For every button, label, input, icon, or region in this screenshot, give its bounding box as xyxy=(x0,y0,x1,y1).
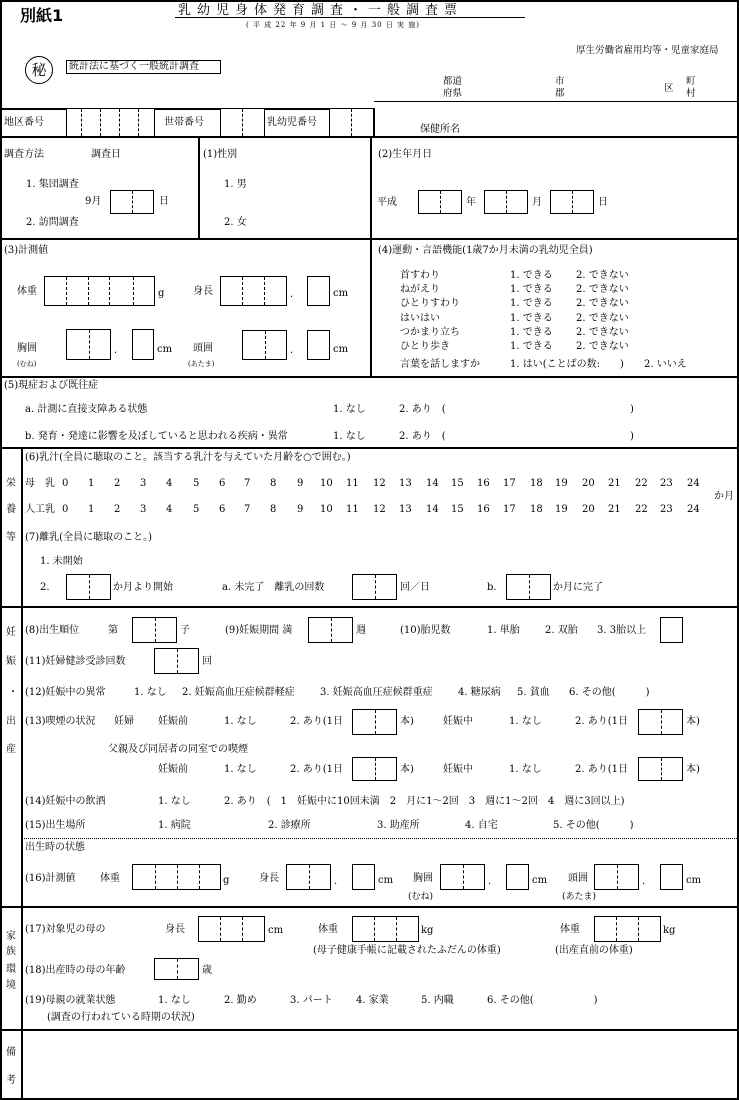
survey-visit-option[interactable]: 2. 訪問調査 xyxy=(26,217,79,228)
mother-weight-unit: kg xyxy=(421,925,434,936)
breast-month[interactable]: 16 xyxy=(477,478,490,489)
chest-unit: cm xyxy=(157,344,173,355)
birthdate-label: (2)生年月日 xyxy=(378,149,433,160)
breast-month[interactable]: 19 xyxy=(555,478,568,489)
infant-no-label: 乳幼児番号 xyxy=(267,117,317,128)
birth-weight-unit: g xyxy=(223,875,230,886)
smoking-mother-label: 妊婦 xyxy=(114,716,134,727)
abnormality-label: (12)妊娠中の異常 xyxy=(25,687,106,698)
formula-month[interactable]: 0 xyxy=(62,504,69,515)
chest-reading: (むね) xyxy=(17,360,37,368)
infant-no-field[interactable] xyxy=(330,109,373,136)
smoking-label: (13)喫煙の状況 xyxy=(25,716,96,727)
months-unit: か月 xyxy=(714,491,734,502)
alcohol-none[interactable]: 1. なし xyxy=(158,796,191,807)
col-divider xyxy=(370,136,372,376)
mother-height-label: 身長 xyxy=(165,924,185,935)
head-label: 頭囲 xyxy=(193,343,213,354)
motor-label: (4)運動・言語機能(1歳7か月未満の乳幼児全員) xyxy=(378,245,593,256)
formula-milk-label: 人工乳 xyxy=(25,504,55,515)
head-decimal-point: . xyxy=(290,345,294,356)
chest-decimal-point: . xyxy=(114,345,118,356)
ward-label: 区 xyxy=(664,83,674,94)
height-unit: cm xyxy=(333,288,349,299)
condition-a-yes[interactable]: 2. あり ( xyxy=(399,404,446,415)
weaning-started-option[interactable]: 2. xyxy=(40,582,50,593)
birth-chest-point: . xyxy=(488,876,492,887)
mother-weight-label: 体重 xyxy=(318,924,338,935)
confidential-mark xyxy=(25,56,53,84)
birthplace-clinic[interactable]: 2. 診療所 xyxy=(268,820,311,831)
abnormality-other[interactable]: 6. その他( ) xyxy=(569,687,650,698)
section-divider xyxy=(0,447,739,449)
breast-milk-label: 母 乳 xyxy=(25,478,55,489)
family-side-1: 家 xyxy=(6,931,16,942)
measure-label: (3)計測値 xyxy=(4,245,49,256)
mother-during-label: 妊娠中 xyxy=(443,716,473,727)
pregnancy-side-1: 妊 xyxy=(6,627,16,638)
nutrition-side-1: 栄 xyxy=(6,478,16,489)
pregnancy-side-4: 出 xyxy=(6,716,16,727)
birth-height-label: 身長 xyxy=(259,873,279,884)
id-divider xyxy=(154,108,155,136)
mother-weight-note: (母子健康手帳に記載されたふだんの体重) xyxy=(313,945,501,956)
abnormality-mild-htn[interactable]: 2. 妊娠高血圧症候群軽症 xyxy=(182,687,295,698)
birth-measure-label: (16)計測値 xyxy=(25,873,76,884)
birth-day-field[interactable] xyxy=(550,190,594,214)
breast-month[interactable]: 20 xyxy=(582,478,595,489)
height-label: 身長 xyxy=(193,286,213,297)
birth-order-field[interactable] xyxy=(132,617,177,643)
birth-head-label: 頭囲 xyxy=(568,873,588,884)
abnormality-anemia[interactable]: 5. 貧血 xyxy=(517,687,550,698)
checkup-suffix: 回 xyxy=(202,656,212,667)
motor-item-label: 首すわり xyxy=(400,270,440,281)
mother-height-field[interactable] xyxy=(198,916,265,942)
formula-month[interactable]: 4 xyxy=(166,504,173,515)
abnormality-severe-htn[interactable]: 3. 妊娠高血圧症候群重症 xyxy=(320,687,433,698)
chest-label: 胸囲 xyxy=(17,343,37,354)
breast-month[interactable]: 24 xyxy=(687,478,700,489)
remarks-side-1: 備 xyxy=(6,1047,16,1058)
birth-era-label: 平成 xyxy=(377,197,397,208)
birth-state-label: 出生時の状態 xyxy=(25,842,85,853)
breast-month[interactable]: 23 xyxy=(660,478,673,489)
breast-month[interactable]: 4 xyxy=(166,478,173,489)
employment-home-work[interactable]: 5. 内職 xyxy=(421,995,454,1006)
remarks-field[interactable] xyxy=(23,1031,736,1097)
birth-height-field[interactable] xyxy=(286,864,331,890)
breast-month[interactable]: 6 xyxy=(219,478,226,489)
weaning-label: (7)離乳(全員に聴取のこと。) xyxy=(25,532,152,543)
predelivery-weight-label: 体重 xyxy=(560,924,580,935)
nutrition-side-2: 養 xyxy=(6,504,16,515)
birthplace-label: (15)出生場所 xyxy=(25,820,86,831)
checkup-label: (11)妊婦健診受診回数 xyxy=(25,656,126,667)
mother-before-suffix: 本) xyxy=(400,716,414,727)
gestation-label: (9)妊娠期間 満 xyxy=(225,625,293,636)
motor-cannot-option[interactable]: 2. できない xyxy=(576,270,629,281)
birth-head-field[interactable] xyxy=(594,864,639,890)
birthplace-midwife[interactable]: 3. 助産所 xyxy=(377,820,420,831)
formula-month[interactable]: 19 xyxy=(555,504,568,515)
chest-decimal-field[interactable] xyxy=(132,329,154,360)
breast-month[interactable]: 14 xyxy=(426,478,439,489)
birth-year-field[interactable] xyxy=(418,190,462,214)
checkup-count-field[interactable] xyxy=(154,648,199,674)
formula-month[interactable]: 13 xyxy=(399,504,412,515)
fetus-triplet-option[interactable]: 3. 3胎以上 xyxy=(597,625,647,636)
formula-month[interactable]: 24 xyxy=(687,504,700,515)
district-no-label: 地区番号 xyxy=(4,117,44,128)
mother-age-suffix: 歳 xyxy=(202,965,212,976)
birth-order-label: (8)出生順位 xyxy=(25,625,80,636)
weaning-start-month-field[interactable] xyxy=(66,574,111,600)
head-decimal-field[interactable] xyxy=(307,330,330,360)
motor-item-label: ねがえり xyxy=(400,284,440,296)
birth-height-point: . xyxy=(334,876,338,887)
section-divider xyxy=(0,906,739,908)
speech-yes-option[interactable]: 1. はい(ことばの数: ) xyxy=(510,359,624,370)
formula-month[interactable]: 20 xyxy=(582,504,595,515)
breast-month[interactable]: 7 xyxy=(244,478,251,489)
alcohol-yes[interactable]: 2. あり ( 1 妊娠中に10回未満 2 月に1～2回 3 週に1～2回 4 週に3回以上) xyxy=(224,796,625,807)
father-during-count-field[interactable] xyxy=(638,757,683,781)
formula-month[interactable]: 15 xyxy=(451,504,464,515)
predelivery-weight-unit: kg xyxy=(663,925,676,936)
mother-before-label: 妊娠前 xyxy=(158,716,188,727)
motor-cannot-option[interactable]: 2. できない xyxy=(576,298,629,310)
motor-item-label: つかまり立ち xyxy=(400,326,460,338)
condition-a-none[interactable]: 1. なし xyxy=(333,404,366,415)
survey-day-field[interactable] xyxy=(110,190,154,214)
head-field[interactable] xyxy=(242,330,287,360)
birth-order-suffix: 子 xyxy=(180,625,190,636)
remarks-side-2: 考 xyxy=(6,1075,16,1086)
breast-month[interactable]: 2 xyxy=(114,478,121,489)
condition-a-close: ) xyxy=(630,404,634,415)
pregnancy-side-5: 産 xyxy=(6,744,16,755)
motor-cannot-option[interactable]: 2. できない xyxy=(576,312,629,324)
predelivery-weight-field[interactable] xyxy=(594,916,661,942)
motor-item-label: はいはい xyxy=(400,312,440,324)
survey-day-suffix: 日 xyxy=(159,196,169,207)
mother-during-none[interactable]: 1. なし xyxy=(509,716,542,727)
mother-height-unit: cm xyxy=(268,925,284,936)
motor-can-option[interactable]: 1. できる xyxy=(510,298,553,310)
statute-note: 統計法に基づく一般統計調査 xyxy=(66,60,221,74)
motor-cannot-option[interactable]: 2. できない xyxy=(576,284,629,296)
nutrition-side-3: 等 xyxy=(6,532,16,543)
mother-during-yes[interactable]: 2. あり(1日 xyxy=(575,716,628,727)
breast-month[interactable]: 1 xyxy=(88,478,95,489)
birth-month-field[interactable] xyxy=(484,190,528,214)
family-side-3: 環 xyxy=(6,964,16,975)
breast-month[interactable]: 21 xyxy=(608,478,621,489)
fetus-count-label: (10)胎児数 xyxy=(400,625,451,636)
prefecture-label-bottom: 府県 xyxy=(443,88,463,99)
mother-during-suffix: 本) xyxy=(686,716,700,727)
predelivery-weight-note: (出産直前の体重) xyxy=(555,945,633,956)
mother-before-count-field[interactable] xyxy=(352,709,397,735)
id-row-right xyxy=(373,108,375,136)
height-decimal-point: . xyxy=(290,289,294,300)
breast-month[interactable]: 5 xyxy=(193,478,200,489)
side-column-divider xyxy=(21,447,23,1100)
employment-note: (調査の行われている時期の状況) xyxy=(47,1012,195,1023)
father-before-label: 妊娠前 xyxy=(158,764,188,775)
head-unit: cm xyxy=(333,344,349,355)
milk-label: (6)乳汁(全員に聴取のこと。該当する乳汁を与えていた月齢を○で囲む。) xyxy=(25,452,351,463)
mother-label: (17)対象児の母の xyxy=(25,924,106,935)
father-before-count-field[interactable] xyxy=(352,757,397,781)
formula-month[interactable]: 23 xyxy=(660,504,673,515)
birth-weight-label: 体重 xyxy=(100,873,120,884)
employment-parttime[interactable]: 3. パート xyxy=(290,995,333,1006)
formula-month[interactable]: 7 xyxy=(244,504,251,515)
birth-chest-unit: cm xyxy=(532,875,548,886)
survey-period: ( 平 成 22 年 9 月 1 日 ～ 9 月 30 日 実 施) xyxy=(246,21,421,29)
father-smoking-label: 父親及び同居者の同室での喫煙 xyxy=(108,744,248,755)
formula-month[interactable]: 3 xyxy=(140,504,147,515)
health-center-field[interactable] xyxy=(470,124,738,136)
father-before-none[interactable]: 1. なし xyxy=(224,764,257,775)
formula-month[interactable]: 21 xyxy=(608,504,621,515)
formula-month[interactable]: 6 xyxy=(219,504,226,515)
breast-month[interactable]: 13 xyxy=(399,478,412,489)
city-label-bottom: 郡 xyxy=(555,88,565,99)
employment-family-business[interactable]: 4. 家業 xyxy=(356,995,389,1006)
condition-b-close: ) xyxy=(630,431,634,442)
abnormality-diabetes[interactable]: 4. 糖尿病 xyxy=(458,687,501,698)
motor-can-option[interactable]: 1. できる xyxy=(510,270,553,281)
section-divider xyxy=(0,376,739,378)
father-before-yes[interactable]: 2. あり(1日 xyxy=(290,764,343,775)
formula-month[interactable]: 9 xyxy=(297,504,304,515)
mother-before-none[interactable]: 1. なし xyxy=(224,716,257,727)
town-label-bottom: 村 xyxy=(686,88,696,99)
breast-month[interactable]: 15 xyxy=(451,478,464,489)
section-divider xyxy=(0,606,739,608)
motor-can-option[interactable]: 1. できる xyxy=(510,341,553,352)
survey-date-label: 調査日 xyxy=(91,149,121,160)
birth-order-prefix: 第 xyxy=(108,625,118,636)
weaning-complete-suffix: か月に完了 xyxy=(553,582,603,593)
speech-no-option[interactable]: 2. いいえ xyxy=(644,359,687,370)
breast-month[interactable]: 3 xyxy=(140,478,147,489)
fetus-single-option[interactable]: 1. 単胎 xyxy=(487,625,520,636)
title-underline xyxy=(175,17,525,18)
mother-before-yes[interactable]: 2. あり(1日 xyxy=(290,716,343,727)
weight-label: 体重 xyxy=(17,286,37,297)
weight-unit: g xyxy=(158,288,165,299)
birth-day-suffix: 日 xyxy=(598,197,608,208)
birth-month-suffix: 月 xyxy=(532,197,542,208)
gestation-weeks-suffix: 週 xyxy=(356,625,366,636)
motor-can-option[interactable]: 1. できる xyxy=(510,312,553,324)
gestation-weeks-field[interactable] xyxy=(308,617,353,643)
household-no-label: 世帯番号 xyxy=(164,117,204,128)
formula-month[interactable]: 16 xyxy=(477,504,490,515)
alcohol-label: (14)妊娠中の飲酒 xyxy=(25,796,106,807)
survey-method-label: 調査方法 xyxy=(4,149,44,160)
sex-male-option[interactable]: 1. 男 xyxy=(224,179,247,190)
weaning-start-suffix: か月より開始 xyxy=(113,582,173,593)
address-underline xyxy=(374,101,739,102)
employment-none[interactable]: 1. なし xyxy=(158,995,191,1006)
speech-label: 言葉を話しますか xyxy=(400,359,480,370)
conditions-label: (5)現症および既往症 xyxy=(4,380,99,391)
employment-other[interactable]: 6. その他( ) xyxy=(487,995,598,1006)
id-row-top xyxy=(0,108,374,110)
mother-weight-field[interactable] xyxy=(352,916,419,942)
confidential-text: 秘 xyxy=(31,61,47,79)
fetus-count-field[interactable] xyxy=(660,617,683,643)
condition-b-label: b. 発育・発達に影響を及ぼしていると思われる疾病・異常 xyxy=(25,431,288,442)
birth-height-unit: cm xyxy=(378,875,394,886)
height-decimal-field[interactable] xyxy=(307,276,330,306)
weaning-complete-month-field[interactable] xyxy=(506,574,551,600)
sex-female-option[interactable]: 2. 女 xyxy=(224,217,247,228)
breast-month[interactable]: 11 xyxy=(346,478,359,489)
father-during-suffix: 本) xyxy=(686,764,700,775)
formula-month[interactable]: 10 xyxy=(320,504,333,515)
breast-month[interactable]: 8 xyxy=(270,478,277,489)
breast-month[interactable]: 17 xyxy=(503,478,516,489)
breast-month[interactable]: 9 xyxy=(297,478,304,489)
condition-b-none[interactable]: 1. なし xyxy=(333,431,366,442)
id-divider xyxy=(264,108,265,136)
motor-cannot-option[interactable]: 2. できない xyxy=(576,341,629,352)
health-center-label: 保健所名 xyxy=(420,124,460,135)
weaning-count-suffix: 回／日 xyxy=(400,582,430,593)
weaning-complete-option[interactable]: b. xyxy=(487,582,497,593)
survey-month-label: 9月 xyxy=(85,196,102,207)
formula-month[interactable]: 1 xyxy=(88,504,95,515)
birth-chest-decimal-field[interactable] xyxy=(506,864,529,890)
weaning-incomplete-option[interactable]: a. 未完了 離乳の回数 xyxy=(222,582,325,593)
frame-left xyxy=(0,0,2,1100)
height-field[interactable] xyxy=(220,276,287,306)
birthplace-home[interactable]: 4. 自宅 xyxy=(465,820,498,831)
pregnancy-side-2: 娠 xyxy=(6,656,16,667)
family-side-2: 族 xyxy=(6,946,16,957)
abnormality-none[interactable]: 1. なし xyxy=(134,687,167,698)
formula-month[interactable]: 8 xyxy=(270,504,277,515)
formula-month[interactable]: 5 xyxy=(193,504,200,515)
formula-month[interactable]: 14 xyxy=(426,504,439,515)
birth-head-reading: (あたま) xyxy=(562,892,597,902)
dotted-divider xyxy=(22,838,739,839)
condition-a-label: a. 計測に直接支障ある状態 xyxy=(25,404,148,415)
birth-head-decimal-field[interactable] xyxy=(660,864,683,890)
birthplace-hospital[interactable]: 1. 病院 xyxy=(158,820,191,831)
sheet-label: 別紙1 xyxy=(20,6,64,25)
mother-age-field[interactable] xyxy=(154,958,199,980)
prefecture-label-top: 都道 xyxy=(443,76,463,87)
head-reading: (あたま) xyxy=(188,360,215,368)
birth-head-point: . xyxy=(642,876,646,887)
formula-month[interactable]: 2 xyxy=(114,504,121,515)
motor-can-option[interactable]: 1. できる xyxy=(510,326,553,338)
father-before-suffix: 本) xyxy=(400,764,414,775)
birthplace-other[interactable]: 5. その他( ) xyxy=(553,820,634,831)
ministry-name: 厚生労働省雇用均等・児童家庭局 xyxy=(576,45,719,56)
breast-month[interactable]: 22 xyxy=(635,478,648,489)
breast-month[interactable]: 18 xyxy=(530,478,543,489)
household-no-field[interactable] xyxy=(221,109,264,136)
formula-month[interactable]: 18 xyxy=(530,504,543,515)
breast-month[interactable]: 10 xyxy=(320,478,333,489)
town-label-top: 町 xyxy=(686,76,696,87)
formula-month[interactable]: 22 xyxy=(635,504,648,515)
breast-month[interactable]: 0 xyxy=(62,478,69,489)
motor-item-label: ひとりすわり xyxy=(400,298,460,310)
birth-weight-field[interactable] xyxy=(132,864,221,890)
formula-month[interactable]: 12 xyxy=(373,504,386,515)
birth-chest-reading: (むね) xyxy=(408,892,434,902)
father-during-yes[interactable]: 2. あり(1日 xyxy=(575,764,628,775)
pregnancy-side-3: ・ xyxy=(8,687,18,698)
district-no-field[interactable] xyxy=(67,109,154,136)
father-during-none[interactable]: 1. なし xyxy=(509,764,542,775)
formula-month[interactable]: 17 xyxy=(503,504,516,515)
motor-item-label: ひとり歩き xyxy=(400,341,450,352)
birth-chest-field[interactable] xyxy=(440,864,485,890)
birth-height-decimal-field[interactable] xyxy=(352,864,375,890)
sex-label: (1)性別 xyxy=(203,149,238,160)
employment-label: (19)母親の就業状態 xyxy=(25,995,116,1006)
weight-field[interactable] xyxy=(44,276,155,306)
mother-age-label: (18)出産時の母の年齢 xyxy=(25,965,126,976)
weaning-not-started[interactable]: 1. 未開始 xyxy=(40,556,83,567)
employment-fulltime[interactable]: 2. 勤め xyxy=(224,995,257,1006)
col-divider xyxy=(198,136,200,238)
condition-b-yes[interactable]: 2. あり ( xyxy=(399,431,446,442)
form-title: 乳幼児身体発育調査・一般調査票 xyxy=(178,3,464,18)
chest-field[interactable] xyxy=(66,329,111,360)
birth-chest-label: 胸囲 xyxy=(413,873,433,884)
birth-head-unit: cm xyxy=(686,875,702,886)
breast-month[interactable]: 12 xyxy=(373,478,386,489)
survey-group-option[interactable]: 1. 集団調査 xyxy=(26,179,79,190)
birth-year-suffix: 年 xyxy=(466,197,476,208)
frame-top xyxy=(0,0,739,2)
weaning-count-field[interactable] xyxy=(352,574,397,600)
motor-cannot-option[interactable]: 2. できない xyxy=(576,326,629,338)
formula-month[interactable]: 11 xyxy=(346,504,359,515)
motor-can-option[interactable]: 1. できる xyxy=(510,284,553,296)
city-label-top: 市 xyxy=(555,76,565,87)
father-during-label: 妊娠中 xyxy=(443,764,473,775)
mother-during-count-field[interactable] xyxy=(638,709,683,735)
family-side-4: 境 xyxy=(6,980,16,991)
fetus-twin-option[interactable]: 2. 双胎 xyxy=(545,625,578,636)
